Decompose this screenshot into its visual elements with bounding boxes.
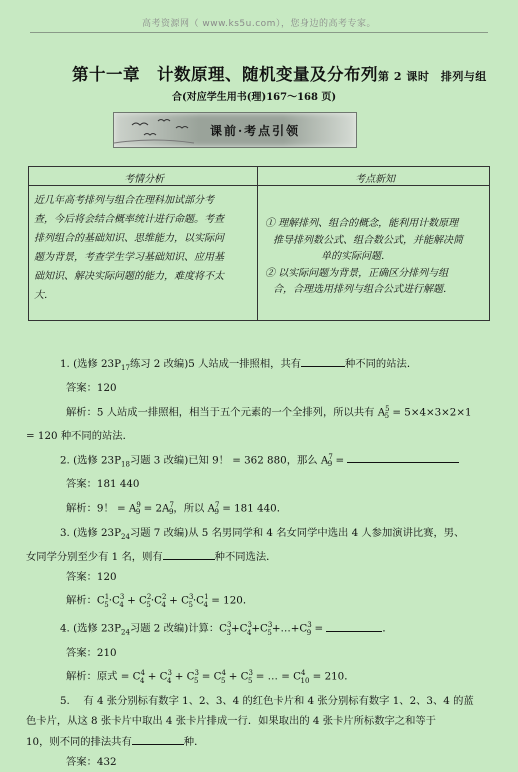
chapter-title	[72, 61, 487, 85]
answer-3: 答案：120	[66, 571, 117, 584]
section-banner-title: 课前·考点引领	[210, 124, 301, 138]
problem-5-cont: 色卡片，从这 8 张卡片中取出 4 张卡片排成一行．如果取出的 4 张卡片所标数字之和等于	[26, 715, 436, 728]
problem-1: 1. (选修 $23P_{17}$练习 2 改编)5 人站成一排照相，共有 种不同的站法．	[60, 358, 418, 373]
lesson-title: 第 2 课时 排列与组	[378, 70, 487, 83]
answer-1: 答案：120	[66, 382, 117, 395]
problem-5-cont2: 10，则不同的排法共有 种．	[26, 735, 205, 748]
problem-3-cont: 女同学分别至少有 1 名，则有 种不同选法．	[26, 550, 277, 563]
solution-1: 解析：5 人站成一排照相，相当于五个元素的一个全排列，所以共有 $A^5_5 = 5\times 4\times 3\times 2\times 1$	[66, 404, 472, 421]
knowledge-cell: ① 理解排列、组合的概念，能利用计数原理 推导排列数公式、组合数公式，并能解决简 单的实际问题． ② 以实际问题为背景，正确区分排列与组 合，合理选用排列与组合公式进行解题．	[265, 218, 463, 295]
analysis-cell: 近几年高考排列与组合在理科加试部分考 查，今后将会结合概率统计进行命题。考查 排列组合的基础知识、思维能力，以实际问 题为背景，考查学生学习基础知识、应用基 础知识、解决实际问题的能力，难度将不太 大．	[34, 195, 224, 301]
table-header-analysis: 考情分析	[124, 174, 164, 185]
answer-2: 答案：181 440	[66, 478, 140, 491]
solution-3: 解析：$C^1_5\cdot C^3_4 + C^2_5\cdot C^2_4 + C^3_5\cdot C^1_4 = 120$．	[66, 593, 254, 609]
table-header-knowledge: 考点新知	[355, 174, 395, 185]
header-rule	[30, 32, 488, 33]
lesson-title-continued: 合(对应学生用书(理)167～168 页)	[172, 92, 337, 103]
answer-4: 答案：210	[66, 647, 117, 659]
problem-4: 4. (选修 $23P_{24}$习题 2 改编)计算：$C^3_3+C^3_4+C^3_5+\dots+C^3_9$ = ．	[60, 621, 393, 637]
site-header: 高考资源网（ www.ks5u.com），您身边的高考专家。	[142, 19, 376, 29]
exercise-body	[26, 354, 496, 772]
analysis-table	[28, 166, 490, 321]
chapter-title-main: 第十一章 计数原理、随机变量及分布列	[72, 65, 378, 84]
solution-4: 解析：原式 = $C^4_4 + C^3_4 + C^3_5 = C^4_5 + C^3_5$ = … = $C^4_{10} = 210$．	[66, 669, 355, 685]
answer-5: 答案：432	[66, 755, 117, 768]
problem-2: 2. (选修 $23P_{18}$习题 3 改编)已知 9！ = 362 880，那么 $A^7_9$ =	[26, 447, 496, 475]
solution-2: 解析：9！ = $A^9_9 = 2A^7_9$，所以 $A^7_9 = 181$ 440．	[66, 500, 288, 517]
solution-1-cont: = 120 种不同的站法．	[26, 430, 133, 443]
problem-3: 3. (选修 $23P_{24}$习题 7 改编)从 5 名男同学和 4 名女同学中选出 4 人参加演讲比赛，男、	[60, 526, 465, 541]
problem-5: 5. 有 4 张分别标有数字 1、2、3、4 的红色卡片和 4 张分别标有数字 1、2、3、4 的蓝	[60, 695, 474, 708]
